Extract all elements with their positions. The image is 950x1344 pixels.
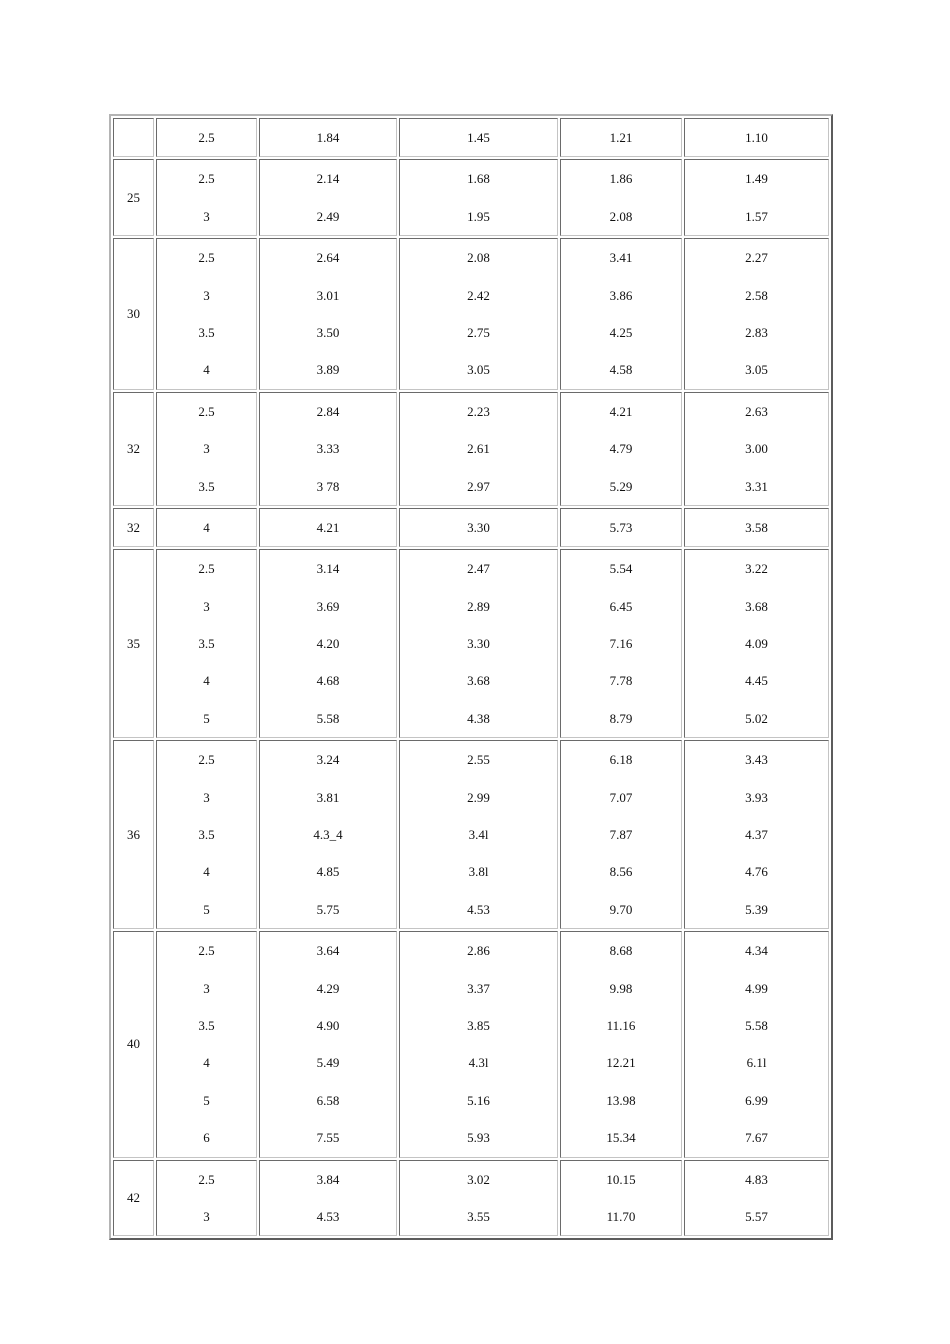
weight-b-value: 2.23 (467, 403, 490, 419)
unit-weight-cell (259, 118, 397, 157)
moment-of-inertia-value: 7.78 (609, 673, 633, 689)
wall-thickness-value: 2.5 (198, 403, 215, 419)
weight-b-value: 3.55 (467, 1208, 490, 1224)
moment-of-inertia-cell (560, 392, 682, 506)
section-modulus-value: 4.34 (745, 943, 768, 959)
weight-b-value: 2.42 (467, 287, 490, 303)
moment-of-inertia-cell (560, 1160, 682, 1237)
unit-weight-value: 4.21 (316, 519, 340, 535)
weight-b-value: 2.97 (467, 478, 490, 494)
wall-thickness-value: 3 (203, 287, 210, 303)
diameter-cell: 42 (113, 1160, 154, 1237)
unit-weight-value: 7.55 (316, 1130, 340, 1146)
weight-b-value: 2.55 (467, 752, 490, 768)
moment-of-inertia-value: 13.98 (606, 1092, 636, 1108)
moment-of-inertia-value: 5.73 (609, 519, 633, 535)
wall-thickness-value: 6 (203, 1130, 210, 1146)
section-modulus-value: 3.58 (745, 519, 768, 535)
weight-b-cell (399, 508, 558, 547)
weight-b-cell (399, 118, 558, 157)
unit-weight-value: 2.14 (316, 171, 340, 187)
unit-weight-value: 3 78 (316, 478, 340, 494)
weight-b-cell (399, 740, 558, 929)
unit-weight-value: 5.75 (316, 901, 340, 917)
moment-of-inertia-cell (560, 740, 682, 929)
wall-thickness-value: 3 (203, 1208, 210, 1224)
unit-weight-value: 4.29 (316, 980, 340, 996)
unit-weight-value: 6.58 (316, 1092, 340, 1108)
weight-b-value: 4.3l (468, 1055, 489, 1071)
section-modulus-value: 3.22 (745, 561, 768, 577)
wall-thickness-value: 3 (203, 980, 210, 996)
section-modulus-cell (684, 931, 829, 1157)
wall-thickness-value: 2.5 (198, 752, 215, 768)
weight-b-value: 3.05 (467, 362, 490, 378)
wall-thickness-value: 3.5 (198, 324, 215, 340)
wall-thickness-cell (156, 740, 257, 929)
section-modulus-value: 1.49 (745, 171, 768, 187)
moment-of-inertia-value: 7.16 (609, 636, 633, 652)
section-modulus-cell (684, 392, 829, 506)
weight-b-value: 2.61 (467, 441, 490, 457)
wall-thickness-value: 5 (203, 901, 210, 917)
weight-b-cell (399, 931, 558, 1157)
weight-b-value: 4.38 (467, 710, 490, 726)
wall-thickness-value: 3.5 (198, 478, 215, 494)
unit-weight-value: 4.20 (316, 636, 340, 652)
unit-weight-value: 3.01 (316, 287, 340, 303)
wall-thickness-cell (156, 392, 257, 506)
weight-b-cell (399, 238, 558, 390)
diameter-cell: 32 (113, 508, 154, 547)
weight-b-cell (399, 392, 558, 506)
moment-of-inertia-value: 11.16 (606, 1017, 636, 1033)
wall-thickness-value: 3 (203, 208, 210, 224)
unit-weight-value: 3.69 (316, 598, 340, 614)
wall-thickness-cell (156, 238, 257, 390)
unit-weight-cell (259, 508, 397, 547)
moment-of-inertia-cell (560, 508, 682, 547)
table-row (113, 508, 829, 547)
section-modulus-value: 1.10 (745, 130, 768, 145)
section-modulus-value: 3.31 (745, 478, 768, 494)
unit-weight-value: 1.84 (316, 130, 340, 145)
unit-weight-value: 3.81 (316, 789, 340, 805)
moment-of-inertia-cell (560, 159, 682, 236)
wall-thickness-value: 3 (203, 598, 210, 614)
section-modulus-value: 4.76 (745, 864, 768, 880)
moment-of-inertia-value: 4.25 (609, 324, 633, 340)
wall-thickness-value: 4 (203, 1055, 210, 1071)
wall-thickness-value: 4 (203, 362, 210, 378)
section-modulus-value: 4.83 (745, 1171, 768, 1187)
unit-weight-cell (259, 549, 397, 738)
table-row (113, 931, 829, 1157)
section-modulus-value: 6.1l (746, 1055, 767, 1071)
moment-of-inertia-value: 2.08 (609, 208, 633, 224)
wall-thickness-value: 3 (203, 441, 210, 457)
table-row (113, 1160, 829, 1237)
section-modulus-value: 3.93 (745, 789, 768, 805)
document-page (109, 114, 833, 1240)
table-row (113, 118, 829, 157)
weight-b-value: 2.75 (467, 324, 490, 340)
section-modulus-cell (684, 1160, 829, 1237)
moment-of-inertia-cell (560, 549, 682, 738)
section-modulus-value: 3.68 (745, 598, 768, 614)
wall-thickness-cell (156, 508, 257, 547)
unit-weight-value: 3.50 (316, 324, 340, 340)
weight-b-value: 5.16 (467, 1092, 490, 1108)
section-modulus-value: 4.37 (745, 827, 768, 843)
weight-b-value: 1.95 (467, 208, 490, 224)
moment-of-inertia-value: 6.45 (609, 598, 633, 614)
weight-b-value: 3.30 (467, 519, 490, 535)
moment-of-inertia-value: 10.15 (606, 1171, 636, 1187)
unit-weight-cell (259, 392, 397, 506)
moment-of-inertia-value: 8.79 (609, 710, 633, 726)
weight-b-value: 1.45 (467, 130, 490, 145)
weight-b-cell (399, 159, 558, 236)
section-modulus-value: 7.67 (745, 1130, 768, 1146)
section-modulus-value: 2.58 (745, 287, 768, 303)
weight-b-cell (399, 549, 558, 738)
moment-of-inertia-value: 12.21 (606, 1055, 636, 1071)
moment-of-inertia-value: 5.54 (609, 561, 633, 577)
moment-of-inertia-value: 4.21 (609, 403, 633, 419)
moment-of-inertia-value: 7.07 (609, 789, 633, 805)
unit-weight-value: 4.85 (316, 864, 340, 880)
weight-b-value: 4.53 (467, 901, 490, 917)
wall-thickness-value: 4 (203, 864, 210, 880)
unit-weight-value: 4.3_4 (313, 827, 343, 843)
unit-weight-value: 3.33 (316, 441, 340, 457)
diameter-cell: 30 (113, 238, 154, 390)
unit-weight-cell (259, 740, 397, 929)
weight-b-value: 2.86 (467, 943, 490, 959)
moment-of-inertia-value: 4.79 (609, 441, 633, 457)
section-modulus-value: 4.09 (745, 636, 768, 652)
wall-thickness-value: 3.5 (198, 636, 215, 652)
diameter-cell: 35 (113, 549, 154, 738)
weight-b-value: 2.99 (467, 789, 490, 805)
section-modulus-cell (684, 159, 829, 236)
section-modulus-value: 5.39 (745, 901, 768, 917)
wall-thickness-value: 5 (203, 1092, 210, 1108)
section-modulus-value: 4.45 (745, 673, 768, 689)
wall-thickness-value: 2.5 (198, 130, 215, 145)
section-modulus-value: 2.63 (745, 403, 768, 419)
section-modulus-cell (684, 740, 829, 929)
weight-b-value: 3.37 (467, 980, 490, 996)
moment-of-inertia-value: 5.29 (609, 478, 633, 494)
table-row (113, 549, 829, 738)
section-modulus-value: 3.00 (745, 441, 768, 457)
table-body (113, 118, 829, 1236)
unit-weight-value: 3.84 (316, 1171, 340, 1187)
weight-b-value: 5.93 (467, 1130, 490, 1146)
table-row (113, 159, 829, 236)
moment-of-inertia-value: 4.58 (609, 362, 633, 378)
unit-weight-value: 2.49 (316, 208, 340, 224)
wall-thickness-value: 3.5 (198, 827, 215, 843)
weight-b-value: 2.89 (467, 598, 490, 614)
moment-of-inertia-cell (560, 118, 682, 157)
table-row (113, 740, 829, 929)
weight-b-value: 3.85 (467, 1017, 490, 1033)
section-modulus-value: 4.99 (745, 980, 768, 996)
moment-of-inertia-value: 7.87 (609, 827, 633, 843)
moment-of-inertia-cell (560, 238, 682, 390)
unit-weight-value: 2.84 (316, 403, 340, 419)
section-modulus-cell (684, 118, 829, 157)
wall-thickness-value: 2.5 (198, 171, 215, 187)
section-modulus-value: 3.05 (745, 362, 768, 378)
moment-of-inertia-value: 1.21 (609, 130, 633, 145)
diameter-cell (113, 118, 154, 157)
diameter-cell: 40 (113, 931, 154, 1157)
diameter-cell: 36 (113, 740, 154, 929)
section-modulus-cell (684, 238, 829, 390)
unit-weight-cell (259, 1160, 397, 1237)
wall-thickness-cell (156, 159, 257, 236)
weight-b-value: 3.30 (467, 636, 490, 652)
weight-b-value: 3.4l (468, 827, 489, 843)
moment-of-inertia-cell (560, 931, 682, 1157)
unit-weight-cell (259, 238, 397, 390)
unit-weight-value: 4.68 (316, 673, 340, 689)
wall-thickness-value: 2.5 (198, 943, 215, 959)
pipe-spec-table (109, 114, 833, 1240)
weight-b-value: 1.68 (467, 171, 490, 187)
wall-thickness-value: 2.5 (198, 250, 215, 266)
wall-thickness-value: 4 (203, 673, 210, 689)
section-modulus-value: 2.83 (745, 324, 768, 340)
weight-b-value: 3.68 (467, 673, 490, 689)
section-modulus-cell (684, 508, 829, 547)
weight-b-value: 3.8l (468, 864, 489, 880)
unit-weight-value: 3.14 (316, 561, 340, 577)
unit-weight-cell (259, 931, 397, 1157)
wall-thickness-value: 3 (203, 789, 210, 805)
weight-b-cell (399, 1160, 558, 1237)
wall-thickness-value: 2.5 (198, 561, 215, 577)
wall-thickness-cell (156, 1160, 257, 1237)
moment-of-inertia-value: 9.70 (609, 901, 633, 917)
section-modulus-value: 3.43 (745, 752, 768, 768)
unit-weight-value: 3.64 (316, 943, 340, 959)
table-row (113, 238, 829, 390)
section-modulus-value: 5.02 (745, 710, 768, 726)
moment-of-inertia-value: 6.18 (609, 752, 633, 768)
table-row (113, 392, 829, 506)
unit-weight-cell (259, 159, 397, 236)
section-modulus-value: 1.57 (745, 208, 768, 224)
section-modulus-cell (684, 549, 829, 738)
unit-weight-value: 3.24 (316, 752, 340, 768)
unit-weight-value: 5.49 (316, 1055, 340, 1071)
moment-of-inertia-value: 3.41 (609, 250, 633, 266)
unit-weight-value: 4.53 (316, 1208, 340, 1224)
section-modulus-value: 5.57 (745, 1208, 768, 1224)
moment-of-inertia-value: 11.70 (606, 1208, 636, 1224)
moment-of-inertia-value: 9.98 (609, 980, 633, 996)
moment-of-inertia-value: 3.86 (609, 287, 633, 303)
wall-thickness-cell (156, 549, 257, 738)
weight-b-value: 2.47 (467, 561, 490, 577)
wall-thickness-value: 2.5 (198, 1171, 215, 1187)
moment-of-inertia-value: 1.86 (609, 171, 633, 187)
section-modulus-value: 6.99 (745, 1092, 768, 1108)
unit-weight-value: 5.58 (316, 710, 340, 726)
unit-weight-value: 3.89 (316, 362, 340, 378)
diameter-cell: 32 (113, 392, 154, 506)
wall-thickness-value: 3.5 (198, 1017, 215, 1033)
diameter-cell: 25 (113, 159, 154, 236)
moment-of-inertia-value: 8.68 (609, 943, 633, 959)
unit-weight-value: 4.90 (316, 1017, 340, 1033)
wall-thickness-value: 4 (203, 519, 210, 535)
unit-weight-value: 2.64 (316, 250, 340, 266)
weight-b-value: 2.08 (467, 250, 490, 266)
section-modulus-value: 5.58 (745, 1017, 768, 1033)
weight-b-value: 3.02 (467, 1171, 490, 1187)
moment-of-inertia-value: 15.34 (606, 1130, 636, 1146)
moment-of-inertia-value: 8.56 (609, 864, 633, 880)
wall-thickness-value: 5 (203, 710, 210, 726)
section-modulus-value: 2.27 (745, 250, 768, 266)
wall-thickness-cell (156, 931, 257, 1157)
wall-thickness-cell (156, 118, 257, 157)
